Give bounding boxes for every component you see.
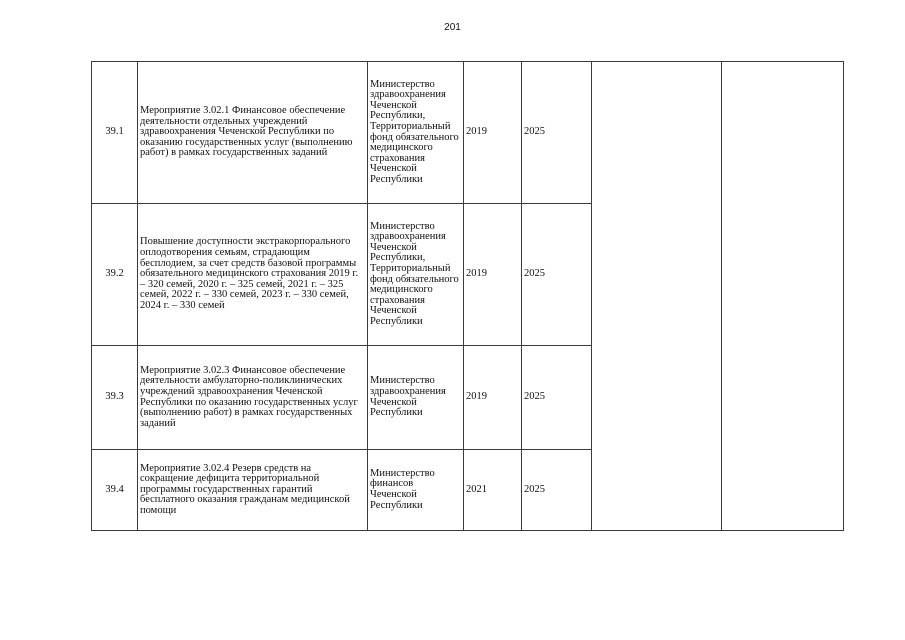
table-row [92, 62, 844, 204]
responsible-executor: Министерство здравоохранения Чеченской Республики, Территориальный фонд обязательного медицинского страхования Чеченской Республики [368, 204, 464, 346]
row-number: 39.3 [92, 346, 138, 450]
row-number: 39.1 [92, 62, 138, 204]
activity-description: Мероприятие 3.02.4 Резерв средств на сокращение дефицита территориальной программы государственных гарантий бесплатного оказания гражданам медицинской помощи [138, 450, 368, 531]
activities-table [91, 61, 844, 531]
start-year: 2019 [464, 204, 522, 346]
start-year: 2019 [464, 346, 522, 450]
activity-description: Мероприятие 3.02.3 Финансовое обеспечение деятельности амбулаторно-поликлинических учреждений здравоохранения Чеченской Республики по оказанию государственных услуг (выполнению работ) в рамках государственных заданий [138, 346, 368, 450]
responsible-executor: Министерство здравоохранения Чеченской Республики, Территориальный фонд обязательного медицинского страхования Чеченской Республики [368, 62, 464, 204]
end-year: 2025 [522, 204, 592, 346]
activity-description: Мероприятие 3.02.1 Финансовое обеспечение деятельности отдельных учреждений здравоохранения Чеченской Республики по оказанию государственных услуг (выполнению работ) в рамках государственных заданий [138, 62, 368, 204]
responsible-executor: Министерство здравоохранения Чеченской Республики [368, 346, 464, 450]
start-year: 2019 [464, 62, 522, 204]
page-number: 201 [444, 22, 461, 33]
row-number: 39.2 [92, 204, 138, 346]
responsible-executor: Министерство финансов Чеченской Республики [368, 450, 464, 531]
end-year: 2025 [522, 62, 592, 204]
end-year: 2025 [522, 346, 592, 450]
merged-empty-cell [592, 62, 722, 531]
row-number: 39.4 [92, 450, 138, 531]
end-year: 2025 [522, 450, 592, 531]
start-year: 2021 [464, 450, 522, 531]
activity-description: Повышение доступности экстракорпорального оплодотворения семьям, страдающим бесплодием, за счет средств базовой программы обязательного медицинского страхования 2019 г. – 320 семей, 2020 г. – 325 семей, 2021 г. – 325 семей, 2022 г. – 330 семей, 2023 г. – 330 семей, 2024 г. – 330 семей [138, 204, 368, 346]
merged-empty-cell [722, 62, 844, 531]
